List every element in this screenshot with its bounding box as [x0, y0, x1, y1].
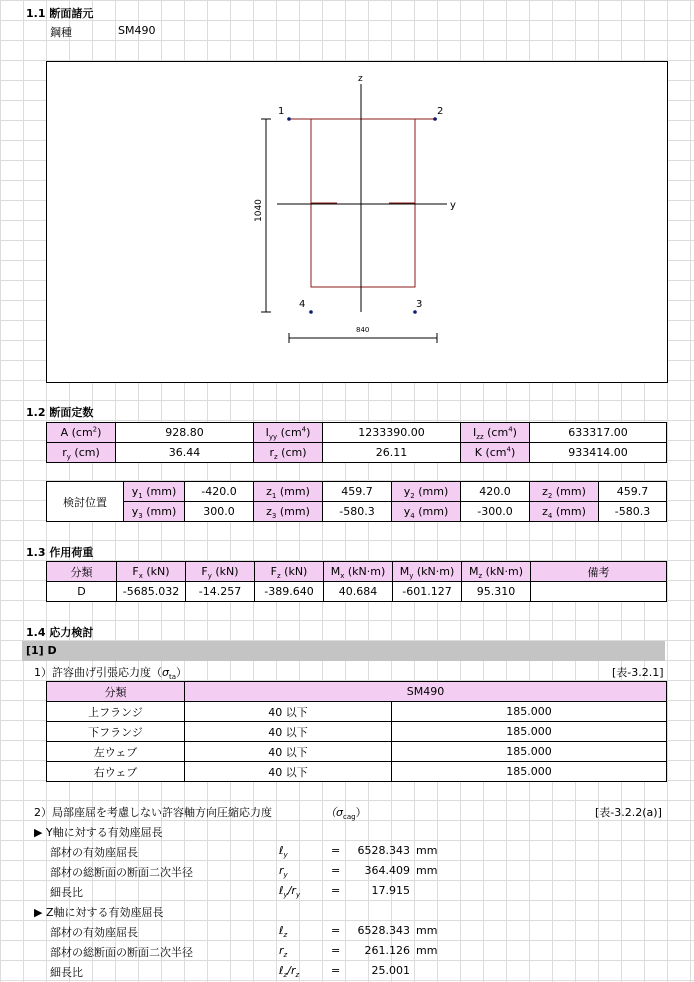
ry-value: 36.44: [116, 443, 254, 463]
tension-row-category: 上フランジ: [47, 702, 185, 722]
y-row-equals: =: [331, 844, 341, 857]
y-row-label: 部材の有効座屈長: [50, 846, 138, 859]
izz-label: $I_{zz}$ $(cm^4)$: [461, 423, 530, 443]
allowable-tension-table: [46, 681, 667, 782]
section-title-1-2: 1.2 断面定数: [26, 406, 94, 419]
load-header-fx: $F_x$ (kN): [117, 562, 186, 582]
z3-label: $z_3$ (mm): [254, 502, 323, 522]
triangle-bullet-icon: ▶: [34, 906, 43, 919]
z2-label: $z_2$ (mm): [530, 482, 599, 502]
point-4-label: 4: [299, 299, 306, 310]
item1-reference: [表-3.2.1]: [612, 666, 664, 679]
y-row-unit: mm: [416, 844, 438, 857]
z-row-label: 部材の総断面の断面二次半径: [50, 946, 193, 959]
area-value: 928.80: [116, 423, 254, 443]
steel-value: SM490: [118, 24, 156, 37]
z4-label: $z_4$ (mm): [530, 502, 599, 522]
case-band-label: [1] D: [26, 644, 57, 657]
y-axis-heading: ▶ Y軸に対する有効座屈長: [34, 826, 163, 839]
y-row-value: 364.409: [364, 864, 410, 877]
width-dimension-label: 840: [356, 326, 370, 334]
section-title-1-4: 1.4 応力検討: [26, 626, 94, 639]
load-header-my: $M_y$ (kN·m): [393, 562, 462, 582]
z1-value: 459.7: [323, 482, 392, 502]
tension-row-thickness: 40 以下: [185, 702, 392, 722]
tension-row-thickness: 40 以下: [185, 742, 392, 762]
tension-header-material: SM490: [185, 682, 667, 702]
y4-label: $y_4$ (mm): [392, 502, 461, 522]
y-row-value: 17.915: [371, 884, 410, 897]
point-2-marker: [433, 117, 437, 121]
z-axis-heading: ▶ Z軸に対する有効座屈長: [34, 906, 164, 919]
item2-label: 2）局部座屈を考慮しない許容軸方向圧縮応力度: [34, 806, 272, 819]
z-row-unit: mm: [416, 944, 438, 957]
y2-value: 420.0: [461, 482, 530, 502]
load-header-category: 分類: [47, 562, 117, 582]
section-drawing: [47, 62, 667, 382]
load-cell-category: D: [47, 582, 117, 602]
load-header-mx: $M_x$ (kN·m): [324, 562, 393, 582]
tension-row-category: 下フランジ: [47, 722, 185, 742]
izz-value: 633317.00: [530, 423, 667, 443]
case-band: [22, 641, 665, 661]
tension-header-category: 分類: [47, 682, 185, 702]
point-1-marker: [287, 117, 291, 121]
triangle-bullet-icon: ▶: [34, 826, 43, 839]
load-cell-fz: -389.640: [255, 582, 324, 602]
y3-label: $y_3$ (mm): [124, 502, 185, 522]
y1-value: -420.0: [185, 482, 254, 502]
z1-label: $z_1$ (mm): [254, 482, 323, 502]
z-row-symbol: $\ell_z/r_z$: [279, 964, 300, 980]
k-value: 933414.00: [530, 443, 667, 463]
item1-label: 1）許容曲げ引張応力度$(\sigma_{ta})$: [34, 666, 188, 682]
load-cell-fy: -14.257: [186, 582, 255, 602]
load-cell-my: -601.127: [393, 582, 462, 602]
load-header-remarks: 備考: [531, 562, 667, 582]
load-cell-remarks: [531, 582, 667, 602]
y2-label: $y_2$ (mm): [392, 482, 461, 502]
z-axis-label: z: [358, 74, 363, 84]
tension-row-category: 右ウェブ: [47, 762, 185, 782]
check-position-label: 検討位置: [47, 482, 124, 522]
load-cell-fx: -5685.032: [117, 582, 186, 602]
z-row-value: 6528.343: [357, 924, 410, 937]
z-row-value: 261.126: [364, 944, 410, 957]
y-axis-label: y: [450, 200, 456, 211]
item2-reference: [表-3.2.2(a)]: [595, 806, 662, 819]
z-row-symbol: $r_z$: [279, 944, 288, 960]
z-row-label: 細長比: [50, 966, 83, 979]
load-cell-mz: 95.310: [462, 582, 531, 602]
k-label: K $(cm^4)$: [461, 443, 530, 463]
y1-label: $y_1$ (mm): [124, 482, 185, 502]
z3-value: -580.3: [323, 502, 392, 522]
item2-symbol: $(\sigma_{cag})$: [325, 806, 367, 822]
y-row-equals: =: [331, 884, 341, 897]
z4-value: -580.3: [599, 502, 667, 522]
tension-row-value: 185.000: [392, 742, 667, 762]
tension-row-thickness: 40 以下: [185, 762, 392, 782]
load-cell-mx: 40.684: [324, 582, 393, 602]
point-4-marker: [309, 310, 313, 314]
point-3-label: 3: [416, 299, 423, 310]
tension-row-value: 185.000: [392, 762, 667, 782]
tension-row-value: 185.000: [392, 722, 667, 742]
y-row-label: 細長比: [50, 886, 83, 899]
z-row-equals: =: [331, 944, 341, 957]
y-row-equals: =: [331, 864, 341, 877]
iyy-label: $I_{yy}$ $(cm^4)$: [254, 423, 323, 443]
y-row-label: 部材の総断面の断面二次半径: [50, 866, 193, 879]
tension-row-value: 185.000: [392, 702, 667, 722]
y-row-value: 6528.343: [357, 844, 410, 857]
z-row-value: 25.001: [371, 964, 410, 977]
z-row-equals: =: [331, 964, 341, 977]
y-row-symbol: $r_y$: [279, 864, 288, 880]
y4-value: -300.0: [461, 502, 530, 522]
y3-value: 300.0: [185, 502, 254, 522]
z-row-symbol: ℓ$_z$: [279, 924, 288, 940]
section-constants-table: [46, 422, 667, 463]
z-row-label: 部材の有効座屈長: [50, 926, 138, 939]
steel-label: 鋼種: [50, 26, 72, 39]
load-header-mz: $M_z$ (kN·m): [462, 562, 531, 582]
section-title-1-1: 1.1 断面諸元: [26, 7, 94, 20]
check-position-table: [46, 481, 667, 522]
point-2-label: 2: [437, 106, 444, 117]
area-label: A $(cm^2)$: [47, 423, 116, 443]
load-header-fy: $F_y$ (kN): [186, 562, 255, 582]
y-row-symbol: $\ell_y/r_y$: [279, 884, 301, 900]
point-1-label: 1: [278, 106, 285, 117]
z-row-unit: mm: [416, 924, 438, 937]
ry-label: $r_y$ (cm): [47, 443, 116, 463]
tension-row-category: 左ウェブ: [47, 742, 185, 762]
z2-value: 459.7: [599, 482, 667, 502]
y-row-symbol: ℓ$_y$: [279, 844, 288, 860]
iyy-value: 1233390.00: [323, 423, 461, 443]
load-table: [46, 561, 667, 602]
z-row-equals: =: [331, 924, 341, 937]
section-title-1-3: 1.3 作用荷重: [26, 546, 94, 559]
tension-row-thickness: 40 以下: [185, 722, 392, 742]
section-figure: [46, 61, 668, 383]
load-header-fz: $F_z$ (kN): [255, 562, 324, 582]
y-row-unit: mm: [416, 864, 438, 877]
rz-label: $r_z$ (cm): [254, 443, 323, 463]
height-dimension-label: 1040: [254, 199, 264, 222]
rz-value: 26.11: [323, 443, 461, 463]
point-3-marker: [413, 310, 417, 314]
